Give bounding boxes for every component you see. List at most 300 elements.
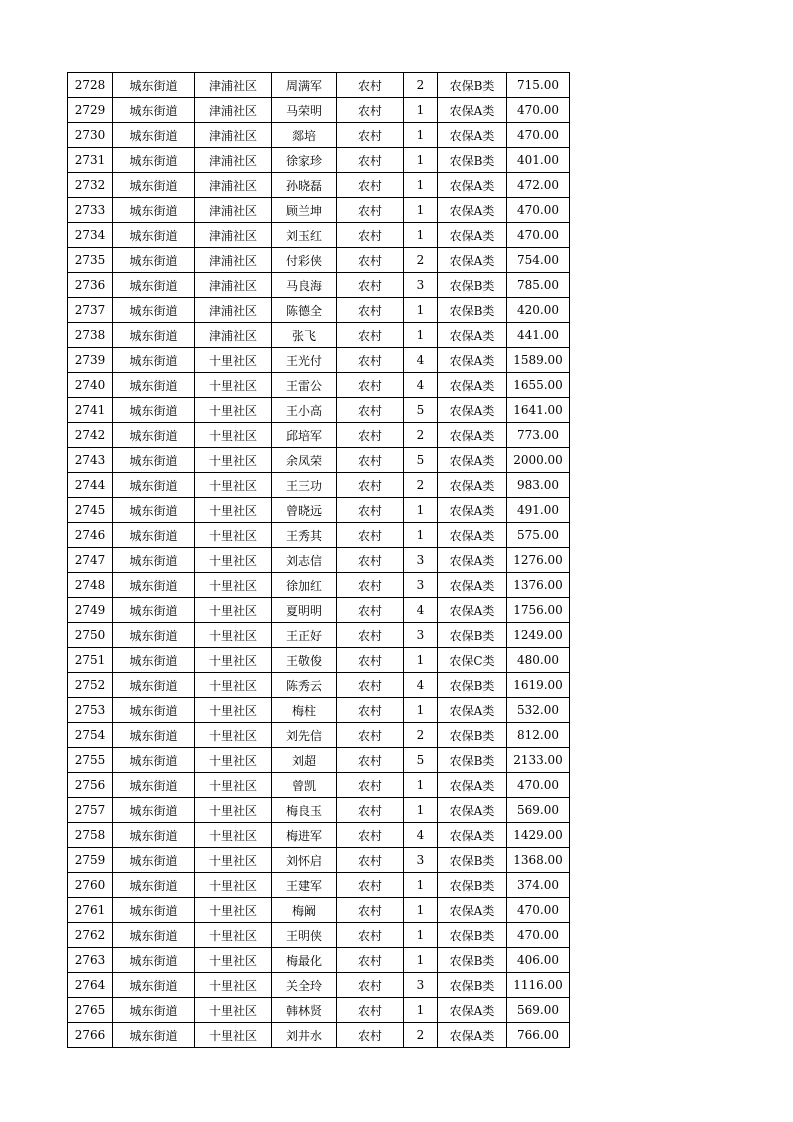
community-cell: 十里社区 xyxy=(195,598,272,623)
amount-cell: 1589.00 xyxy=(507,348,570,373)
table-row xyxy=(68,223,570,248)
serial-number-cell: 2730 xyxy=(68,123,113,148)
name-cell: 刘先信 xyxy=(272,723,337,748)
amount-cell: 1116.00 xyxy=(507,973,570,998)
street-cell: 城东街道 xyxy=(113,898,195,923)
name-cell: 王正好 xyxy=(272,623,337,648)
name-cell: 顾兰坤 xyxy=(272,198,337,223)
serial-number-cell: 2766 xyxy=(68,1023,113,1048)
street-cell: 城东街道 xyxy=(113,623,195,648)
amount-cell: 1756.00 xyxy=(507,598,570,623)
amount-cell: 1376.00 xyxy=(507,573,570,598)
street-cell: 城东街道 xyxy=(113,998,195,1023)
street-cell: 城东街道 xyxy=(113,948,195,973)
amount-cell: 569.00 xyxy=(507,798,570,823)
household-type-cell: 农村 xyxy=(337,798,404,823)
table-row xyxy=(68,923,570,948)
amount-cell: 754.00 xyxy=(507,248,570,273)
street-cell: 城东街道 xyxy=(113,73,195,98)
household-size-cell: 4 xyxy=(404,598,438,623)
household-type-cell: 农村 xyxy=(337,273,404,298)
street-cell: 城东街道 xyxy=(113,773,195,798)
street-cell: 城东街道 xyxy=(113,498,195,523)
name-cell: 韩林贤 xyxy=(272,998,337,1023)
category-cell: 农保A类 xyxy=(438,373,507,398)
serial-number-cell: 2728 xyxy=(68,73,113,98)
street-cell: 城东街道 xyxy=(113,823,195,848)
household-size-cell: 1 xyxy=(404,498,438,523)
street-cell: 城东街道 xyxy=(113,323,195,348)
data-table xyxy=(67,72,570,1048)
street-cell: 城东街道 xyxy=(113,423,195,448)
amount-cell: 1249.00 xyxy=(507,623,570,648)
household-type-cell: 农村 xyxy=(337,423,404,448)
amount-cell: 470.00 xyxy=(507,223,570,248)
table-row xyxy=(68,98,570,123)
household-type-cell: 农村 xyxy=(337,673,404,698)
community-cell: 津浦社区 xyxy=(195,123,272,148)
serial-number-cell: 2748 xyxy=(68,573,113,598)
household-size-cell: 1 xyxy=(404,998,438,1023)
name-cell: 梅进军 xyxy=(272,823,337,848)
street-cell: 城东街道 xyxy=(113,348,195,373)
name-cell: 王敬俊 xyxy=(272,648,337,673)
community-cell: 十里社区 xyxy=(195,548,272,573)
household-size-cell: 3 xyxy=(404,548,438,573)
community-cell: 津浦社区 xyxy=(195,248,272,273)
household-type-cell: 农村 xyxy=(337,973,404,998)
amount-cell: 406.00 xyxy=(507,948,570,973)
category-cell: 农保A类 xyxy=(438,398,507,423)
street-cell: 城东街道 xyxy=(113,398,195,423)
street-cell: 城东街道 xyxy=(113,123,195,148)
category-cell: 农保B类 xyxy=(438,148,507,173)
household-size-cell: 1 xyxy=(404,648,438,673)
name-cell: 徐加红 xyxy=(272,573,337,598)
community-cell: 津浦社区 xyxy=(195,173,272,198)
table-row xyxy=(68,398,570,423)
table-row xyxy=(68,648,570,673)
street-cell: 城东街道 xyxy=(113,173,195,198)
household-type-cell: 农村 xyxy=(337,823,404,848)
table-row xyxy=(68,623,570,648)
serial-number-cell: 2736 xyxy=(68,273,113,298)
household-type-cell: 农村 xyxy=(337,1023,404,1048)
serial-number-cell: 2757 xyxy=(68,798,113,823)
street-cell: 城东街道 xyxy=(113,98,195,123)
name-cell: 夏明明 xyxy=(272,598,337,623)
community-cell: 津浦社区 xyxy=(195,98,272,123)
household-type-cell: 农村 xyxy=(337,198,404,223)
name-cell: 郯培 xyxy=(272,123,337,148)
amount-cell: 1641.00 xyxy=(507,398,570,423)
category-cell: 农保A类 xyxy=(438,998,507,1023)
name-cell: 王建军 xyxy=(272,873,337,898)
amount-cell: 470.00 xyxy=(507,198,570,223)
household-size-cell: 1 xyxy=(404,798,438,823)
street-cell: 城东街道 xyxy=(113,1023,195,1048)
table-row xyxy=(68,723,570,748)
household-size-cell: 2 xyxy=(404,73,438,98)
amount-cell: 575.00 xyxy=(507,523,570,548)
household-type-cell: 农村 xyxy=(337,873,404,898)
category-cell: 农保A类 xyxy=(438,198,507,223)
community-cell: 十里社区 xyxy=(195,348,272,373)
community-cell: 十里社区 xyxy=(195,1023,272,1048)
name-cell: 梅阚 xyxy=(272,898,337,923)
amount-cell: 983.00 xyxy=(507,473,570,498)
category-cell: 农保A类 xyxy=(438,598,507,623)
community-cell: 十里社区 xyxy=(195,423,272,448)
table-row xyxy=(68,123,570,148)
household-type-cell: 农村 xyxy=(337,748,404,773)
name-cell: 刘志信 xyxy=(272,548,337,573)
category-cell: 农保A类 xyxy=(438,448,507,473)
amount-cell: 812.00 xyxy=(507,723,570,748)
community-cell: 十里社区 xyxy=(195,798,272,823)
category-cell: 农保A类 xyxy=(438,798,507,823)
household-type-cell: 农村 xyxy=(337,473,404,498)
table-row xyxy=(68,523,570,548)
amount-cell: 715.00 xyxy=(507,73,570,98)
serial-number-cell: 2732 xyxy=(68,173,113,198)
name-cell: 邱培军 xyxy=(272,423,337,448)
table-row xyxy=(68,323,570,348)
table-row xyxy=(68,673,570,698)
household-size-cell: 1 xyxy=(404,123,438,148)
table-row xyxy=(68,848,570,873)
table-row xyxy=(68,873,570,898)
household-size-cell: 3 xyxy=(404,273,438,298)
table-row xyxy=(68,898,570,923)
community-cell: 十里社区 xyxy=(195,848,272,873)
community-cell: 十里社区 xyxy=(195,998,272,1023)
name-cell: 付彩侠 xyxy=(272,248,337,273)
name-cell: 曾晓远 xyxy=(272,498,337,523)
household-type-cell: 农村 xyxy=(337,448,404,473)
community-cell: 十里社区 xyxy=(195,923,272,948)
name-cell: 马良海 xyxy=(272,273,337,298)
community-cell: 津浦社区 xyxy=(195,298,272,323)
street-cell: 城东街道 xyxy=(113,748,195,773)
name-cell: 刘井水 xyxy=(272,1023,337,1048)
street-cell: 城东街道 xyxy=(113,698,195,723)
street-cell: 城东街道 xyxy=(113,648,195,673)
street-cell: 城东街道 xyxy=(113,598,195,623)
serial-number-cell: 2756 xyxy=(68,773,113,798)
amount-cell: 420.00 xyxy=(507,298,570,323)
serial-number-cell: 2733 xyxy=(68,198,113,223)
community-cell: 津浦社区 xyxy=(195,198,272,223)
street-cell: 城东街道 xyxy=(113,873,195,898)
serial-number-cell: 2746 xyxy=(68,523,113,548)
community-cell: 十里社区 xyxy=(195,773,272,798)
street-cell: 城东街道 xyxy=(113,198,195,223)
category-cell: 农保A类 xyxy=(438,223,507,248)
name-cell: 王光付 xyxy=(272,348,337,373)
table-row xyxy=(68,698,570,723)
community-cell: 津浦社区 xyxy=(195,73,272,98)
household-size-cell: 1 xyxy=(404,773,438,798)
amount-cell: 1655.00 xyxy=(507,373,570,398)
amount-cell: 2133.00 xyxy=(507,748,570,773)
name-cell: 马荣明 xyxy=(272,98,337,123)
community-cell: 十里社区 xyxy=(195,673,272,698)
household-size-cell: 4 xyxy=(404,823,438,848)
community-cell: 津浦社区 xyxy=(195,273,272,298)
amount-cell: 470.00 xyxy=(507,923,570,948)
name-cell: 刘怀启 xyxy=(272,848,337,873)
household-type-cell: 农村 xyxy=(337,648,404,673)
serial-number-cell: 2764 xyxy=(68,973,113,998)
table-row xyxy=(68,348,570,373)
serial-number-cell: 2739 xyxy=(68,348,113,373)
street-cell: 城东街道 xyxy=(113,848,195,873)
amount-cell: 766.00 xyxy=(507,1023,570,1048)
household-size-cell: 1 xyxy=(404,323,438,348)
community-cell: 十里社区 xyxy=(195,523,272,548)
category-cell: 农保A类 xyxy=(438,823,507,848)
amount-cell: 773.00 xyxy=(507,423,570,448)
household-type-cell: 农村 xyxy=(337,573,404,598)
amount-cell: 472.00 xyxy=(507,173,570,198)
street-cell: 城东街道 xyxy=(113,148,195,173)
table-row xyxy=(68,298,570,323)
table-row xyxy=(68,973,570,998)
household-type-cell: 农村 xyxy=(337,623,404,648)
household-type-cell: 农村 xyxy=(337,298,404,323)
serial-number-cell: 2731 xyxy=(68,148,113,173)
household-size-cell: 5 xyxy=(404,748,438,773)
category-cell: 农保B类 xyxy=(438,623,507,648)
category-cell: 农保A类 xyxy=(438,423,507,448)
household-type-cell: 农村 xyxy=(337,948,404,973)
household-size-cell: 3 xyxy=(404,573,438,598)
household-type-cell: 农村 xyxy=(337,398,404,423)
street-cell: 城东街道 xyxy=(113,448,195,473)
table-row xyxy=(68,73,570,98)
table-row xyxy=(68,748,570,773)
category-cell: 农保A类 xyxy=(438,123,507,148)
household-type-cell: 农村 xyxy=(337,548,404,573)
amount-cell: 1429.00 xyxy=(507,823,570,848)
category-cell: 农保B类 xyxy=(438,73,507,98)
serial-number-cell: 2755 xyxy=(68,748,113,773)
serial-number-cell: 2729 xyxy=(68,98,113,123)
table-row xyxy=(68,573,570,598)
household-size-cell: 1 xyxy=(404,148,438,173)
amount-cell: 374.00 xyxy=(507,873,570,898)
community-cell: 十里社区 xyxy=(195,723,272,748)
table-row xyxy=(68,198,570,223)
amount-cell: 569.00 xyxy=(507,998,570,1023)
serial-number-cell: 2752 xyxy=(68,673,113,698)
serial-number-cell: 2744 xyxy=(68,473,113,498)
household-size-cell: 1 xyxy=(404,223,438,248)
table-row xyxy=(68,548,570,573)
category-cell: 农保A类 xyxy=(438,348,507,373)
name-cell: 关全玲 xyxy=(272,973,337,998)
table-row xyxy=(68,823,570,848)
household-type-cell: 农村 xyxy=(337,773,404,798)
amount-cell: 441.00 xyxy=(507,323,570,348)
community-cell: 津浦社区 xyxy=(195,148,272,173)
serial-number-cell: 2762 xyxy=(68,923,113,948)
serial-number-cell: 2765 xyxy=(68,998,113,1023)
household-type-cell: 农村 xyxy=(337,998,404,1023)
serial-number-cell: 2735 xyxy=(68,248,113,273)
street-cell: 城东街道 xyxy=(113,298,195,323)
street-cell: 城东街道 xyxy=(113,273,195,298)
amount-cell: 401.00 xyxy=(507,148,570,173)
table-row xyxy=(68,373,570,398)
household-size-cell: 3 xyxy=(404,623,438,648)
household-size-cell: 1 xyxy=(404,698,438,723)
name-cell: 梅最化 xyxy=(272,948,337,973)
serial-number-cell: 2743 xyxy=(68,448,113,473)
household-size-cell: 4 xyxy=(404,673,438,698)
category-cell: 农保A类 xyxy=(438,523,507,548)
community-cell: 十里社区 xyxy=(195,573,272,598)
serial-number-cell: 2758 xyxy=(68,823,113,848)
household-size-cell: 1 xyxy=(404,923,438,948)
category-cell: 农保B类 xyxy=(438,298,507,323)
table-row xyxy=(68,273,570,298)
community-cell: 十里社区 xyxy=(195,648,272,673)
table-row xyxy=(68,498,570,523)
household-size-cell: 2 xyxy=(404,248,438,273)
serial-number-cell: 2754 xyxy=(68,723,113,748)
household-size-cell: 3 xyxy=(404,973,438,998)
household-type-cell: 农村 xyxy=(337,98,404,123)
household-type-cell: 农村 xyxy=(337,148,404,173)
serial-number-cell: 2761 xyxy=(68,898,113,923)
street-cell: 城东街道 xyxy=(113,373,195,398)
household-size-cell: 1 xyxy=(404,173,438,198)
street-cell: 城东街道 xyxy=(113,798,195,823)
community-cell: 十里社区 xyxy=(195,948,272,973)
serial-number-cell: 2759 xyxy=(68,848,113,873)
name-cell: 王小高 xyxy=(272,398,337,423)
serial-number-cell: 2734 xyxy=(68,223,113,248)
serial-number-cell: 2738 xyxy=(68,323,113,348)
household-type-cell: 农村 xyxy=(337,373,404,398)
name-cell: 刘玉红 xyxy=(272,223,337,248)
name-cell: 王三功 xyxy=(272,473,337,498)
household-type-cell: 农村 xyxy=(337,898,404,923)
amount-cell: 480.00 xyxy=(507,648,570,673)
street-cell: 城东街道 xyxy=(113,973,195,998)
household-type-cell: 农村 xyxy=(337,923,404,948)
table-row xyxy=(68,798,570,823)
serial-number-cell: 2737 xyxy=(68,298,113,323)
category-cell: 农保A类 xyxy=(438,573,507,598)
category-cell: 农保B类 xyxy=(438,923,507,948)
category-cell: 农保A类 xyxy=(438,323,507,348)
name-cell: 周满军 xyxy=(272,73,337,98)
table-row xyxy=(68,998,570,1023)
name-cell: 余凤荣 xyxy=(272,448,337,473)
serial-number-cell: 2745 xyxy=(68,498,113,523)
category-cell: 农保B类 xyxy=(438,748,507,773)
household-size-cell: 1 xyxy=(404,523,438,548)
table-body xyxy=(68,73,570,1048)
household-type-cell: 农村 xyxy=(337,323,404,348)
category-cell: 农保A类 xyxy=(438,773,507,798)
category-cell: 农保A类 xyxy=(438,698,507,723)
household-type-cell: 农村 xyxy=(337,348,404,373)
serial-number-cell: 2740 xyxy=(68,373,113,398)
street-cell: 城东街道 xyxy=(113,723,195,748)
table-row xyxy=(68,948,570,973)
community-cell: 十里社区 xyxy=(195,973,272,998)
table-row xyxy=(68,148,570,173)
community-cell: 十里社区 xyxy=(195,823,272,848)
table-row xyxy=(68,448,570,473)
name-cell: 徐家珍 xyxy=(272,148,337,173)
category-cell: 农保C类 xyxy=(438,648,507,673)
category-cell: 农保B类 xyxy=(438,948,507,973)
category-cell: 农保B类 xyxy=(438,873,507,898)
serial-number-cell: 2751 xyxy=(68,648,113,673)
serial-number-cell: 2753 xyxy=(68,698,113,723)
category-cell: 农保B类 xyxy=(438,723,507,748)
category-cell: 农保A类 xyxy=(438,498,507,523)
category-cell: 农保A类 xyxy=(438,248,507,273)
table-row xyxy=(68,173,570,198)
street-cell: 城东街道 xyxy=(113,673,195,698)
community-cell: 十里社区 xyxy=(195,873,272,898)
community-cell: 十里社区 xyxy=(195,623,272,648)
serial-number-cell: 2747 xyxy=(68,548,113,573)
amount-cell: 470.00 xyxy=(507,98,570,123)
category-cell: 农保A类 xyxy=(438,473,507,498)
household-size-cell: 1 xyxy=(404,98,438,123)
community-cell: 十里社区 xyxy=(195,373,272,398)
household-size-cell: 5 xyxy=(404,448,438,473)
name-cell: 陈德全 xyxy=(272,298,337,323)
name-cell: 陈秀云 xyxy=(272,673,337,698)
household-type-cell: 农村 xyxy=(337,848,404,873)
community-cell: 十里社区 xyxy=(195,398,272,423)
name-cell: 王雷公 xyxy=(272,373,337,398)
household-size-cell: 5 xyxy=(404,398,438,423)
community-cell: 津浦社区 xyxy=(195,223,272,248)
household-size-cell: 1 xyxy=(404,873,438,898)
amount-cell: 532.00 xyxy=(507,698,570,723)
household-size-cell: 2 xyxy=(404,473,438,498)
amount-cell: 491.00 xyxy=(507,498,570,523)
community-cell: 十里社区 xyxy=(195,473,272,498)
household-size-cell: 1 xyxy=(404,948,438,973)
household-size-cell: 1 xyxy=(404,298,438,323)
community-cell: 十里社区 xyxy=(195,698,272,723)
household-type-cell: 农村 xyxy=(337,73,404,98)
category-cell: 农保A类 xyxy=(438,1023,507,1048)
name-cell: 孙晓磊 xyxy=(272,173,337,198)
name-cell: 张飞 xyxy=(272,323,337,348)
street-cell: 城东街道 xyxy=(113,923,195,948)
table-row xyxy=(68,773,570,798)
category-cell: 农保B类 xyxy=(438,273,507,298)
table-row xyxy=(68,598,570,623)
household-type-cell: 农村 xyxy=(337,173,404,198)
category-cell: 农保A类 xyxy=(438,898,507,923)
serial-number-cell: 2750 xyxy=(68,623,113,648)
category-cell: 农保A类 xyxy=(438,548,507,573)
table-row xyxy=(68,473,570,498)
street-cell: 城东街道 xyxy=(113,573,195,598)
